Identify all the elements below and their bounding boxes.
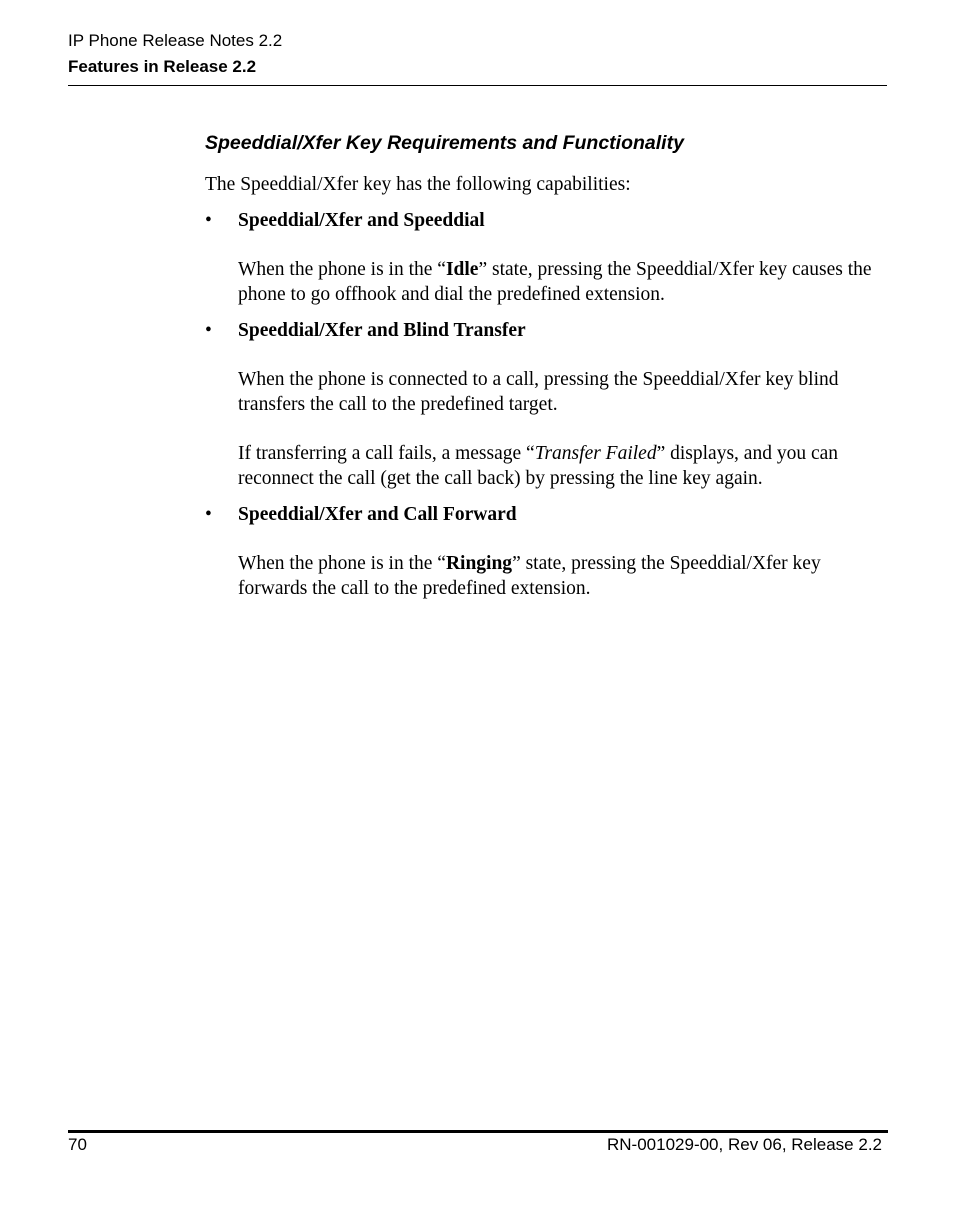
bullet-icon: • [205,210,212,231]
chapter-title: Features in Release 2.2 [68,57,257,76]
page-number: 70 [68,1135,87,1154]
text-run: ” state, pressing the Speeddial/Xfer key forwards the call to the predefined extension. [238,553,821,599]
text-run: ” state, pressing the Speeddial/Xfer key causes the phone to go offhook and dial the predefined extension. [238,259,872,305]
footer-divider [68,1130,888,1133]
document-reference: RN-001029-00, Rev 06, Release 2.2 [607,1135,882,1154]
page-header [68,28,886,80]
bullet-item-call-forward [205,502,885,527]
document-title: IP Phone Release Notes 2.2 [68,31,283,50]
bullet-item-speeddial [205,208,885,233]
section-heading: Speeddial/Xfer Key Requirements and Functionality [205,132,684,154]
intro-paragraph: The Speeddial/Xfer key has the following capabilities: [205,174,631,195]
header-divider [68,85,887,86]
bullet-label: Speeddial/Xfer and Blind Transfer [238,320,526,341]
state-name: Idle [445,259,479,280]
text-run: If transferring a call fails, a message “ [238,443,535,464]
description-paragraph [205,257,885,307]
bullet-icon: • [205,320,212,341]
text-run: When the phone is in the “ [238,553,446,574]
description-paragraph [205,551,885,601]
text-run: ” displays, and you can reconnect the call (get the call back) by pressing the line key again. [238,443,839,489]
text-run: When the phone is in the “ [238,259,446,280]
bullet-label: Speeddial/Xfer and Call Forward [238,504,517,525]
page-content [205,128,885,601]
bullet-label: Speeddial/Xfer and Speeddial [238,210,485,231]
description-paragraph [205,441,885,491]
bullet-icon: • [205,504,212,525]
state-name: Ringing [445,553,513,574]
message-name: Transfer Failed [534,443,657,464]
description-paragraph: When the phone is connected to a call, pressing the Speeddial/Xfer key blind transfers the call to the predefined target. [238,369,839,415]
bullet-item-blind-transfer [205,318,885,343]
